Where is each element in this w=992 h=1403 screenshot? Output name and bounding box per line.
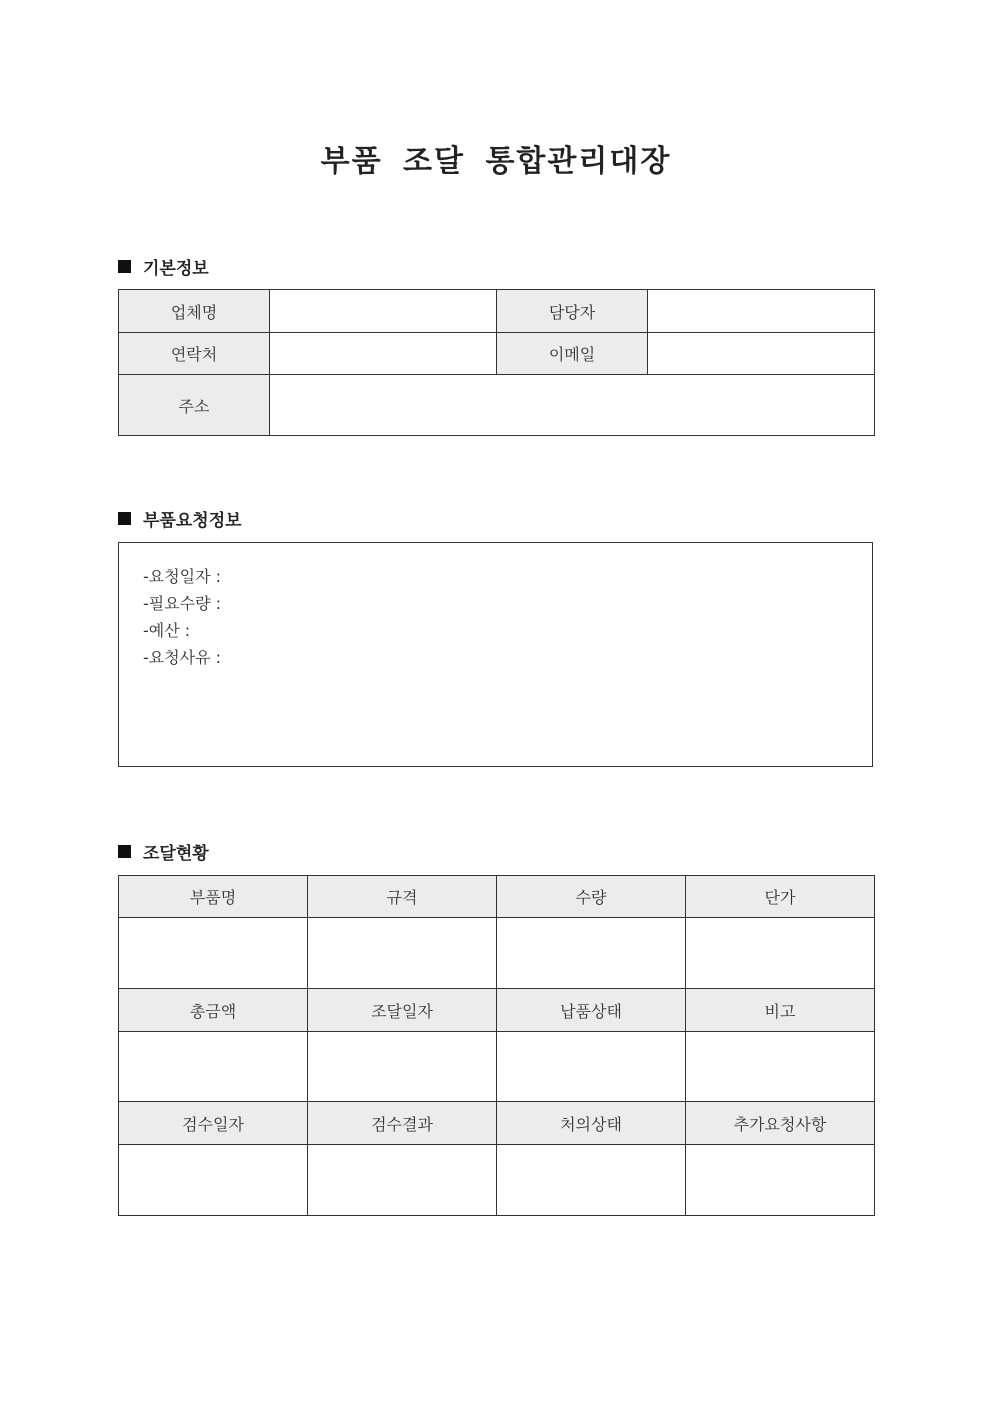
- square-bullet-icon: [118, 260, 131, 273]
- square-bullet-icon: [118, 512, 131, 525]
- header-quantity: 수량: [497, 876, 686, 918]
- header-delivery-status: 납품상태: [497, 989, 686, 1032]
- unit-price-field[interactable]: [686, 918, 875, 989]
- page-title: 부품 조달 통합관리대장: [320, 144, 672, 179]
- header-inspection-result: 검수결과: [308, 1102, 497, 1145]
- section-heading-label: 기본정보: [143, 259, 209, 279]
- square-bullet-icon: [118, 845, 131, 858]
- required-quantity-line: -필요수량 :: [143, 594, 222, 613]
- header-spec: 규격: [308, 876, 497, 918]
- section-heading-label: 조달현황: [143, 844, 209, 864]
- header-inspection-date: 검수일자: [119, 1102, 308, 1145]
- spec-field[interactable]: [308, 918, 497, 989]
- header-part-name: 부품명: [119, 876, 308, 918]
- procurement-date-field[interactable]: [308, 1032, 497, 1102]
- total-amount-field[interactable]: [119, 1032, 308, 1102]
- section-heading-basic-info: [118, 254, 209, 279]
- procurement-status-table: [118, 875, 875, 1216]
- company-field[interactable]: [270, 290, 497, 333]
- inspection-result-field[interactable]: [308, 1145, 497, 1216]
- label-contact: 연락처: [119, 333, 270, 375]
- label-manager: 담당자: [497, 290, 648, 333]
- remarks-field[interactable]: [686, 1032, 875, 1102]
- header-total-amount: 총금액: [119, 989, 308, 1032]
- contact-field[interactable]: [270, 333, 497, 375]
- budget-line: -예산 :: [143, 621, 191, 640]
- handling-status-field[interactable]: [497, 1145, 686, 1216]
- label-address: 주소: [119, 375, 270, 436]
- header-procurement-date: 조달일자: [308, 989, 497, 1032]
- header-additional-requests: 추가요청사항: [686, 1102, 875, 1145]
- quantity-field[interactable]: [497, 918, 686, 989]
- address-field[interactable]: [270, 375, 875, 436]
- additional-requests-field[interactable]: [686, 1145, 875, 1216]
- label-company: 업체명: [119, 290, 270, 333]
- section-heading-request-info: [118, 506, 242, 531]
- label-email: 이메일: [497, 333, 648, 375]
- part-name-field[interactable]: [119, 918, 308, 989]
- request-date-line: -요청일자 :: [143, 567, 222, 586]
- header-unit-price: 단가: [686, 876, 875, 918]
- email-field[interactable]: [648, 333, 875, 375]
- manager-field[interactable]: [648, 290, 875, 333]
- request-reason-line: -요청사유 :: [143, 648, 222, 667]
- request-info-box[interactable]: [118, 542, 873, 767]
- section-heading-label: 부품요청정보: [143, 511, 242, 531]
- inspection-date-field[interactable]: [119, 1145, 308, 1216]
- delivery-status-field[interactable]: [497, 1032, 686, 1102]
- header-handling-status: 처의상태: [497, 1102, 686, 1145]
- basic-info-table: [118, 289, 875, 436]
- header-remarks: 비고: [686, 989, 875, 1032]
- section-heading-procurement-status: [118, 839, 209, 864]
